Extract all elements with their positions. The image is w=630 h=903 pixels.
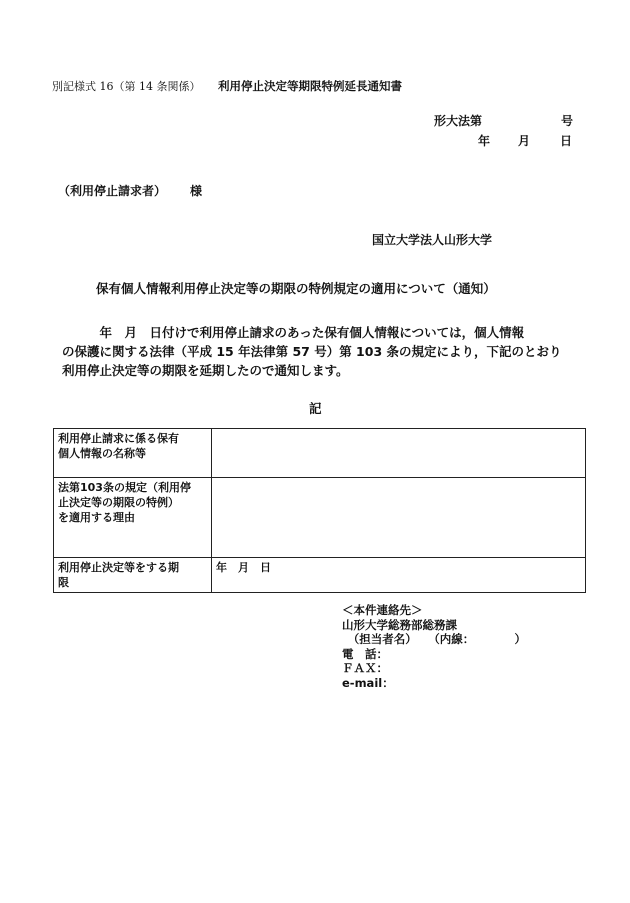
deadline-date-value: 年 月 日	[212, 558, 586, 593]
row-label	[54, 558, 212, 593]
sender-name: 国立大学法人山形大学	[372, 233, 493, 247]
body-line: 利用停止決定等の期限を延期したので通知します。	[62, 363, 349, 378]
info-table	[53, 428, 586, 593]
label-line: 利用停止請求に係る保有	[58, 432, 179, 445]
honorific: 様	[190, 184, 203, 198]
contact-fax: ＦＡＸ：	[342, 661, 388, 675]
date-day: 日	[560, 134, 573, 148]
contact-email: e-mail：	[342, 675, 394, 690]
contact-heading: ＜本件連絡先＞	[342, 603, 423, 617]
label-line: 法第103条の規定（利用停	[58, 481, 191, 494]
date-year: 年	[478, 134, 491, 148]
form-number: 別記様式 16（第 14 条関係）	[52, 80, 201, 93]
row-label	[54, 478, 212, 558]
date-month: 月	[518, 134, 531, 148]
table-row	[54, 429, 586, 478]
table-row	[54, 478, 586, 558]
label-line: 限	[58, 576, 69, 589]
body-line: の保護に関する法律（平成 15 年法律第 57 号）第 103 条の規定により，下記のとおり	[62, 344, 562, 359]
addressee: （利用停止請求者）	[58, 184, 167, 198]
ki-heading: 記	[309, 401, 322, 416]
contact-person: （担当者名） （内線： ）	[342, 632, 526, 646]
body-line: 年 月 日付けで利用停止請求のあった保有個人情報については，個人情報	[62, 325, 525, 340]
label-line: 利用停止決定等をする期	[58, 561, 179, 574]
label-line: を適用する理由	[58, 511, 135, 524]
subject-line: 保有個人情報利用停止決定等の期限の特例規定の適用について（通知）	[96, 281, 496, 296]
contact-phone: 電 話：	[342, 646, 388, 661]
doc-number-prefix: 形大法第	[434, 114, 483, 128]
table-row	[54, 558, 586, 593]
row-value	[212, 429, 586, 478]
body-paragraph	[62, 323, 592, 380]
label-line: 個人情報の名称等	[58, 447, 146, 460]
row-value	[212, 478, 586, 558]
contact-department: 山形大学総務部総務課	[342, 617, 457, 632]
row-label	[54, 429, 212, 478]
label-line: 止決定等の期限の特例）	[58, 496, 179, 509]
contact-block	[342, 603, 526, 690]
document-title: 利用停止決定等期限特例延長通知書	[218, 79, 402, 93]
doc-number-suffix: 号	[561, 114, 574, 128]
